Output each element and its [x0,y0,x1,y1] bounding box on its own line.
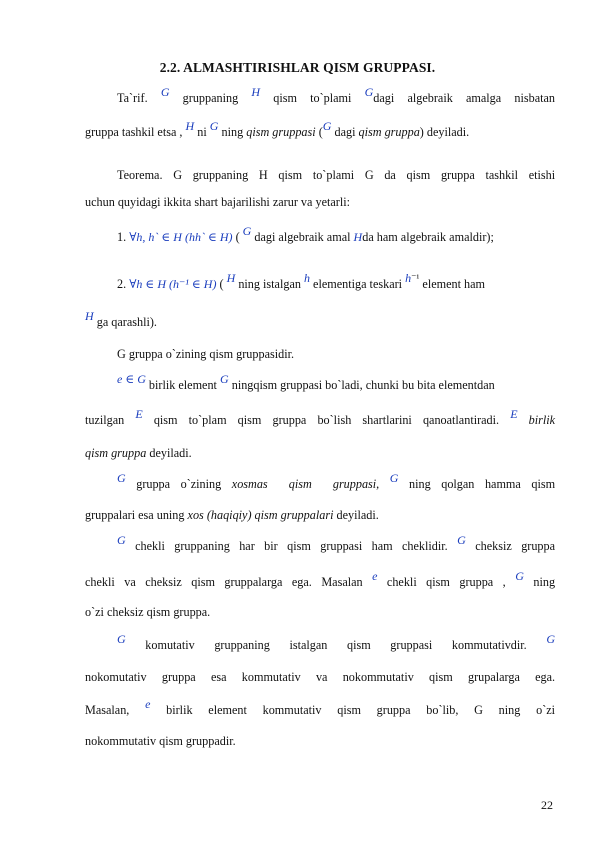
math-symbol: H [251,85,261,99]
paragraph-g-itself: G gruppa o`zining qism gruppasidir. [117,347,295,361]
math-symbol: G [160,85,170,99]
paragraph-identity-line-3 [85,445,555,461]
paragraph-commutative-line-4: nokommutativ qism gruppadir. [85,734,236,748]
text: ga qarashli). [93,315,157,329]
term-qism-gruppa: qism gruppa [358,125,420,139]
word: qism [273,91,297,105]
superscript: ⁻¹ [411,273,420,284]
word: to`plami [310,91,352,105]
text: dagi algebraik amal [251,230,354,244]
word: element [208,703,247,717]
math-symbol: H [85,309,94,323]
word: G gruppaning [173,168,249,182]
word: kommutativdir. [451,638,527,652]
paragraph-commutative-line-1 [117,632,555,653]
theorem-line-2: uchun quyidagi ikkita shart bajarilishi zarur va yetarli: [85,195,350,209]
text: elementiga teskari [310,277,406,291]
word: qism [429,670,453,684]
math-symbol: G [389,471,399,485]
text: gruppa tashkil etsa , [85,125,186,139]
math-symbol: H [226,271,236,285]
word: to`plami [312,168,355,182]
word: to`plam [188,413,227,427]
word: dagi [373,91,395,105]
condition-1-formula: ∀h, h` ∈ H (hh` ∈ H) [129,230,233,244]
paragraph-commutative-line-3 [85,697,556,718]
math-symbol: E [510,407,518,421]
word: Teorema. [117,168,163,182]
term-birlik-qism-gruppa: qism gruppa [85,446,147,460]
condition-2-formula: ∀h ∈ H (h⁻¹ ∈ H) [129,277,217,291]
math-symbol: G [220,372,229,386]
word: gruppa [376,703,411,717]
word: va [315,670,328,684]
word: birlik [528,413,556,427]
section-title: 2.2. ALMASHTIRISHLAR QISM GRUPPASI. [159,60,436,75]
math-symbol: G [117,533,126,547]
word: tuzilgan [85,413,125,427]
text: cheksiz gruppa [475,539,556,553]
word: qism [531,477,556,491]
list-number: 1. [117,230,130,244]
definition-line-2 [85,119,555,140]
math-symbol: H [353,230,363,244]
paragraph-finite-line-2 [85,569,556,590]
text: birlik element [145,378,220,392]
math-symbol: G [322,119,332,133]
word: gruppa [272,413,307,427]
text: ni [194,125,210,139]
word: birlik [166,703,193,717]
paragraph-proper-line-2 [85,507,555,523]
condition-1 [117,224,555,245]
word: komutativ [145,638,195,652]
word: gruppa [136,477,171,491]
word: gruppaning [182,91,239,105]
word: tashkil [485,168,518,182]
word: ning [409,477,431,491]
word: G ning [474,703,521,717]
text: ningqism gruppasi bo`ladi, chunki bu bita elementdan [228,378,495,392]
word: nisbatan [514,91,555,105]
paragraph-finite-line-1 [117,533,556,554]
word: nokommutativ [342,670,414,684]
text: ning [533,575,556,589]
word: ega. [535,670,556,684]
page-number: 22 [541,798,553,812]
paragraph-finite-line-3: o`zi cheksiz qism gruppa. [85,605,211,619]
word: G da [364,168,396,182]
text: deyiladi. [333,508,379,522]
math-symbol: e [372,569,378,583]
word: qism [153,413,178,427]
math-symbol: E [135,407,143,421]
word: qism [337,703,361,717]
word: hamma [484,477,521,491]
word: qism [346,638,371,652]
word: algebraik [407,91,453,105]
text: chekli va cheksiz qism gruppalarga ega. Masalan [85,575,363,589]
word: Masalan, [85,703,130,717]
term-qism-gruppasi: qism gruppasi [246,125,316,139]
text: da ham algebraik amaldir); [362,230,494,244]
math-symbol: G [209,119,219,133]
text: ( [216,277,227,291]
word: nokomutativ [85,670,147,684]
word: o`zining [180,477,222,491]
math-symbol: G [117,632,126,646]
text: element ham [419,277,486,291]
math-symbol: e [145,697,151,711]
text: ning istalgan [235,277,304,291]
text: ( [232,230,243,244]
paragraph-proper-line-1 [117,471,556,492]
text: ( [315,125,323,139]
text: ) deyiladi. [419,125,470,139]
word: qism [406,168,431,182]
word: qanoatlantiradi. [422,413,500,427]
word: qism [237,413,262,427]
word: bo`lish [317,413,352,427]
word: gruppa [440,168,475,182]
math-symbol: h [304,271,310,285]
term-xos-qism-gruppalari: xos (haqiqiy) qism gruppalari [187,508,334,522]
word: Ta`rif. [117,91,148,105]
word: kommutativ [241,670,301,684]
identity-formula: e ∈ G [117,372,146,386]
word: kommutativ [262,703,322,717]
math-symbol: H [185,119,195,133]
word: qolgan [441,477,475,491]
paragraph-commutative-line-2 [85,669,555,685]
math-symbol: G [546,632,555,646]
word: gruppasi [390,638,433,652]
text: deyiladi. [146,446,192,460]
word: gruppa [161,670,196,684]
text: gruppalari esa uning [85,508,188,522]
math-symbol: h [405,271,412,285]
word: gruppaning [214,638,270,652]
word: esa [210,670,227,684]
paragraph-identity-line-1 [117,372,555,393]
theorem-line-1 [117,167,555,183]
word: istalgan [289,638,328,652]
text: dagi [331,125,359,139]
math-symbol: G [117,471,126,485]
paragraph-identity-line-2 [85,407,556,428]
math-symbol: G [515,569,524,583]
definition-line-1 [117,85,555,106]
word: amalga [465,91,502,105]
word: etishi [528,168,556,182]
condition-2 [117,271,555,294]
word: o`zi [536,703,556,717]
text: chekli gruppaning har bir qism gruppasi ham cheklidir. [135,539,448,553]
word: shartlarini [362,413,412,427]
math-symbol: G [364,85,374,99]
term-xosmas-qism-gruppasi: xosmas qism gruppasi, [231,477,380,491]
word: H qism [258,168,303,182]
text: chekli qism gruppa , [386,575,506,589]
text: ning [218,125,247,139]
list-number: 2. [117,277,130,291]
math-symbol: G [457,533,466,547]
word: grupalarga [468,670,520,684]
word: bo`lib, [426,703,459,717]
math-symbol: G [242,224,252,238]
condition-2-line-2 [85,309,555,330]
